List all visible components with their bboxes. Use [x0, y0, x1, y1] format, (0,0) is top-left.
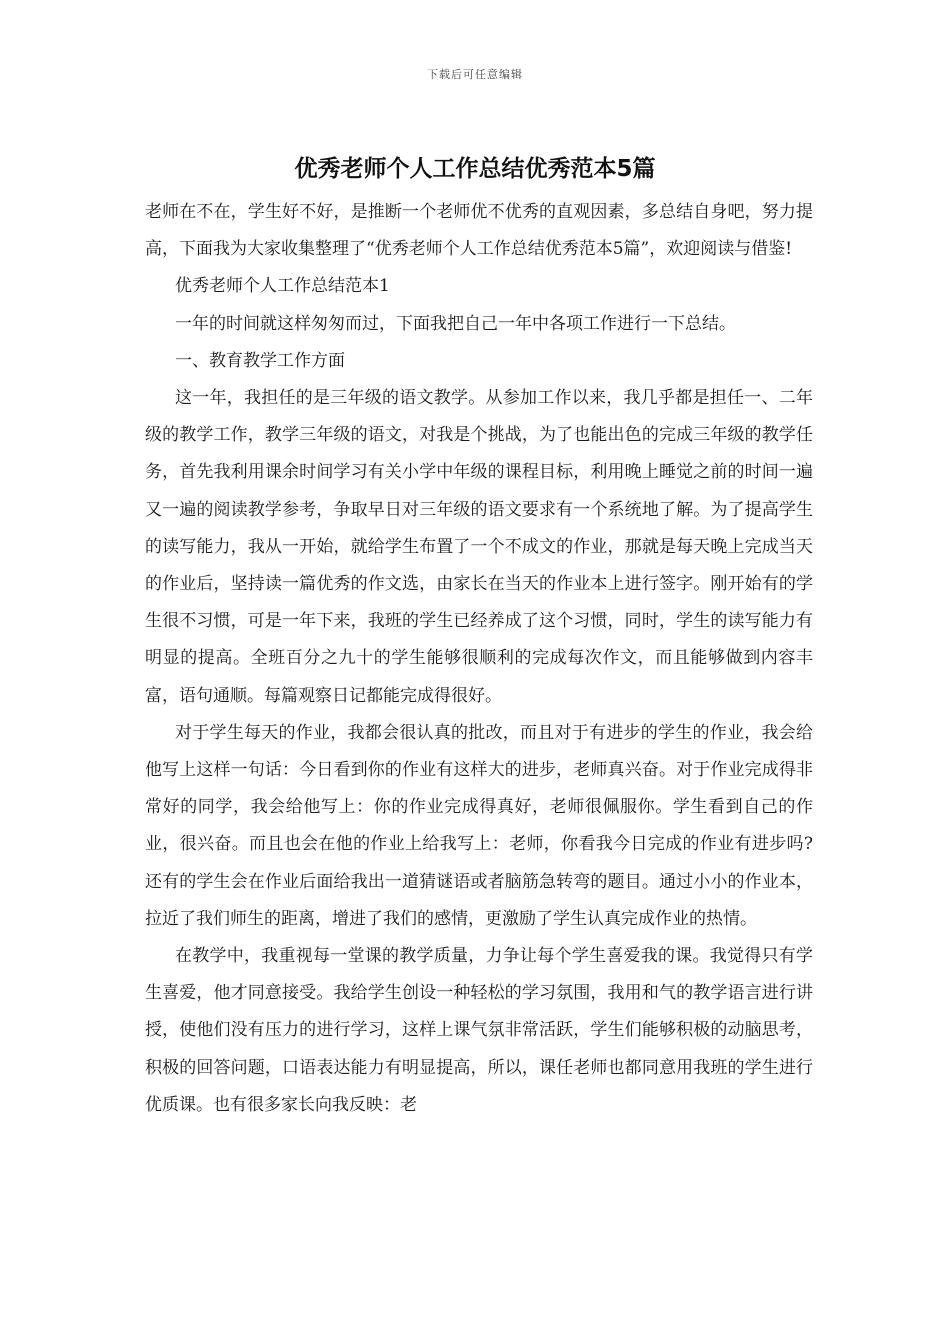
subsection-heading-teaching: 一、教育教学工作方面 [175, 350, 345, 371]
intro-paragraph: 老师在不在，学生好不好，是推断一个老师优不优秀的直观因素，多总结自身吧，努力提高，下面我为大家收集整理了“优秀老师个人工作总结优秀范本5篇”，欢迎阅读与借鉴! [145, 202, 813, 260]
header-note: 下载后可任意编辑 [427, 68, 523, 81]
document-body [145, 194, 813, 1124]
body-paragraph: 一年的时间就这样匆匆而过，下面我把自己一年中各项工作进行一下总结。 [175, 313, 736, 334]
body-paragraph: 在教学中，我重视每一堂课的教学质量，力争让每个学生喜爱我的课。我觉得只有学生喜爱，他才同意接受。我给学生创设一种轻松的学习氛围，我用和气的教学语言进行讲授，使他们没有压力的进行学习，这样上课气氛非常活跃，学生们能够积极的动脑思考，积极的回答问题，口语表达能力有明显提高，所以，课任老师也都同意用我班的学生进行优质课。也有很多家长向我反映：老 [145, 946, 813, 1115]
section-heading-sample-1: 优秀老师个人工作总结范本1 [175, 276, 390, 297]
document-title: 优秀老师个人工作总结优秀范本5篇 [294, 156, 656, 182]
body-paragraph: 对于学生每天的作业，我都会很认真的批改，而且对于有进步的学生的作业，我会给他写上这样一句话：今日看到你的作业有这样大的进步，老师真兴奋。对于作业完成得非常好的同学，我会给他写上：你的作业完成得真好，老师很佩服你。学生看到自己的作业，很兴奋。而且也会在他的作业上给我写上：老师，你看我今日完成的作业有进步吗?还有的学生会在作业后面给我出一道猜谜语或者脑筋急转弯的题目。通过小小的作业本，拉近了我们师生的距离，增进了我们的感情，更激励了学生认真完成作业的热情。 [145, 722, 813, 929]
body-paragraph: 这一年，我担任的是三年级的语文教学。从参加工作以来，我几乎都是担任一、二年级的教学工作，教学三年级的语文，对我是个挑战，为了也能出色的完成三年级的教学任务，首先我利用课余时间学习有关小学中年级的课程目标，利用晚上睡觉之前的时间一遍又一遍的阅读教学参考，争取早日对三年级的语文要求有一个系统地了解。为了提高学生的读写能力，我从一开始，就给学生布置了一个不成文的作业，那就是每天晚上完成当天的作业后，坚持读一篇优秀的作文选，由家长在当天的作业本上进行签字。刚开始有的学生很不习惯，可是一年下来，我班的学生已经养成了这个习惯，同时，学生的读写能力有明显的提高。全班百分之九十的学生能够很顺利的完成每次作文，而且能够做到内容丰富，语句通顺。每篇观察日记都能完成得很好。 [145, 388, 813, 706]
